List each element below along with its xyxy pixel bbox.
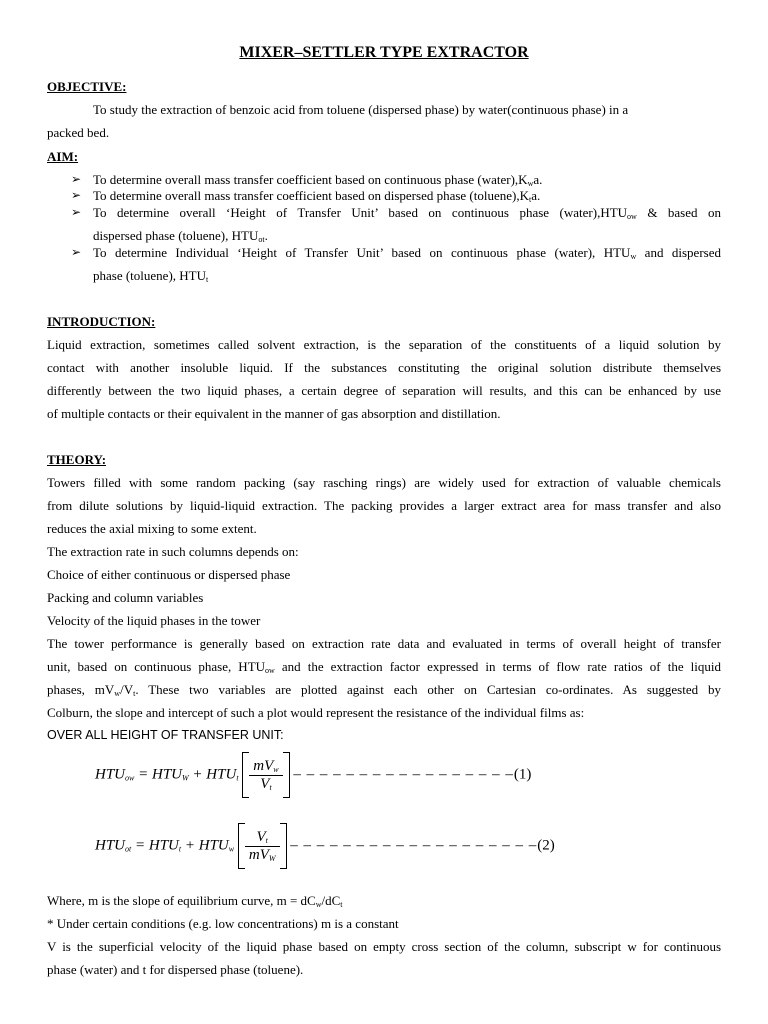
introduction-line-4: of multiple contacts or their equivalent in the manner of gas absorption and distillation. (47, 406, 501, 421)
theory-heading: THEORY: (47, 452, 107, 467)
theory-line-3: reduces the axial mixing to some extent. (47, 521, 257, 536)
bracket-right (280, 823, 287, 869)
introduction-heading: INTRODUCTION: (47, 314, 156, 329)
bullet-arrow-icon: ➢ (71, 205, 82, 219)
bullet-arrow-icon: ➢ (71, 245, 82, 259)
bracket-left (238, 823, 245, 869)
introduction-line-3: differently between the two liquid phases, a certain degree of separation will results, and this can be enhanced by use (47, 383, 721, 398)
where-line-3: V is the superficial velocity of the liquid phase based on empty cross section of the column, subscript w for continuous (47, 939, 721, 954)
objective-text-line-1: To study the extraction of benzoic acid from toluene (dispersed phase) by water(continuous phase) in a (93, 102, 629, 117)
theory-line-6: Packing and column variables (47, 590, 204, 605)
aim-item-2: To determine overall mass transfer coefficient based on dispersed phase $(toluene),K_ta$. (93, 188, 541, 204)
theory-line-4: The extraction rate in such columns depends on: (47, 544, 299, 559)
theory-line-7: Velocity of the liquid phases in the tower (47, 613, 261, 628)
theory-line-10: phases, $mV_w/V_t$. These two variables are plotted against each other on Cartesian co-ordinates. As suggested by (47, 682, 721, 698)
aim-item-1: To determine overall mass transfer coefficient based on continuous phase $(water),K_wa$. (93, 172, 543, 188)
equation-1: $HTU_{ow} = HTU_W + HTU_t$ $\frac{mV_w}{V_t}$ – – – – – – – – – – – – – – – – –(1) (95, 752, 531, 798)
theory-line-11: Colburn, the slope and intercept of such a plot would represent the resistance of the individual films as: (47, 705, 585, 720)
bracket-left (242, 752, 249, 798)
equation-2: $HTU_{ot} = HTU_t + HTU_w$ $\frac{V_t}{mV_W}$ – – – – – – – – – – – – – – – – – – –(2) (95, 823, 555, 869)
objective-text-line-2: packed bed. (47, 125, 110, 140)
where-line-2: * Under certain conditions (e.g. low concentrations) m is a constant (47, 916, 399, 931)
theory-line-5: Choice of either continuous or dispersed phase (47, 567, 291, 582)
aim-item-4-line-1: To determine Individual ‘Height of Transfer Unit’ based on continuous phase (water), $HTU_w$ and dispersed (93, 245, 721, 261)
equation-1-number: (1) (513, 766, 532, 783)
introduction-line-2: contact with another insoluble liquid. If the substances constituting the original solution distribute themselves (47, 360, 721, 375)
bullet-arrow-icon: ➢ (71, 172, 82, 186)
objective-heading: OBJECTIVE: (47, 79, 127, 94)
theory-line-12: OVER ALL HEIGHT OF TRANSFER UNIT: (47, 728, 284, 742)
theory-line-2: from dilute solutions by liquid-liquid extraction. The packing provides a larger extract area for mass transfer and also (47, 498, 721, 513)
bracket-right (283, 752, 290, 798)
aim-item-4-line-2: phase (toluene), $HTU_t$ (93, 268, 209, 284)
bullet-arrow-icon: ➢ (71, 188, 82, 202)
fraction: $\frac{mV_w}{V_t}$ (249, 758, 282, 793)
aim-item-3-line-2: dispersed phase (toluene), $HTU_{ot}$. (93, 228, 268, 244)
where-line-1: Where, m is the slope of equilibrium curve, $m = dC_w/dC_t$ (47, 893, 343, 909)
theory-line-1: Towers filled with some random packing (say rasching rings) are widely used for extraction of valuable chemicals (47, 475, 721, 490)
aim-heading: AIM: (47, 149, 79, 164)
fraction: $\frac{V_t}{mV_W}$ (245, 829, 280, 864)
aim-item-3-line-1: To determine overall ‘Height of Transfer Unit’ based on continuous phase $(water),HTU_{ow}$ & based on (93, 205, 721, 221)
document-title: MIXER–SETTLER TYPE EXTRACTOR (239, 44, 529, 61)
introduction-line-1: Liquid extraction, sometimes called solvent extraction, is the separation of the constituents of a liquid solution by (47, 337, 721, 352)
theory-line-8: The tower performance is generally based on extraction rate data and evaluated in terms of overall height of transfer (47, 636, 721, 651)
where-line-4: phase (water) and t for dispersed phase (toluene). (47, 962, 304, 977)
equation-2-number: (2) (537, 837, 555, 854)
theory-line-9: unit, based on continuous phase, $HTU_{ow}$ and the extraction factor expressed in terms of flow rate ratios of the liquid (47, 659, 721, 675)
